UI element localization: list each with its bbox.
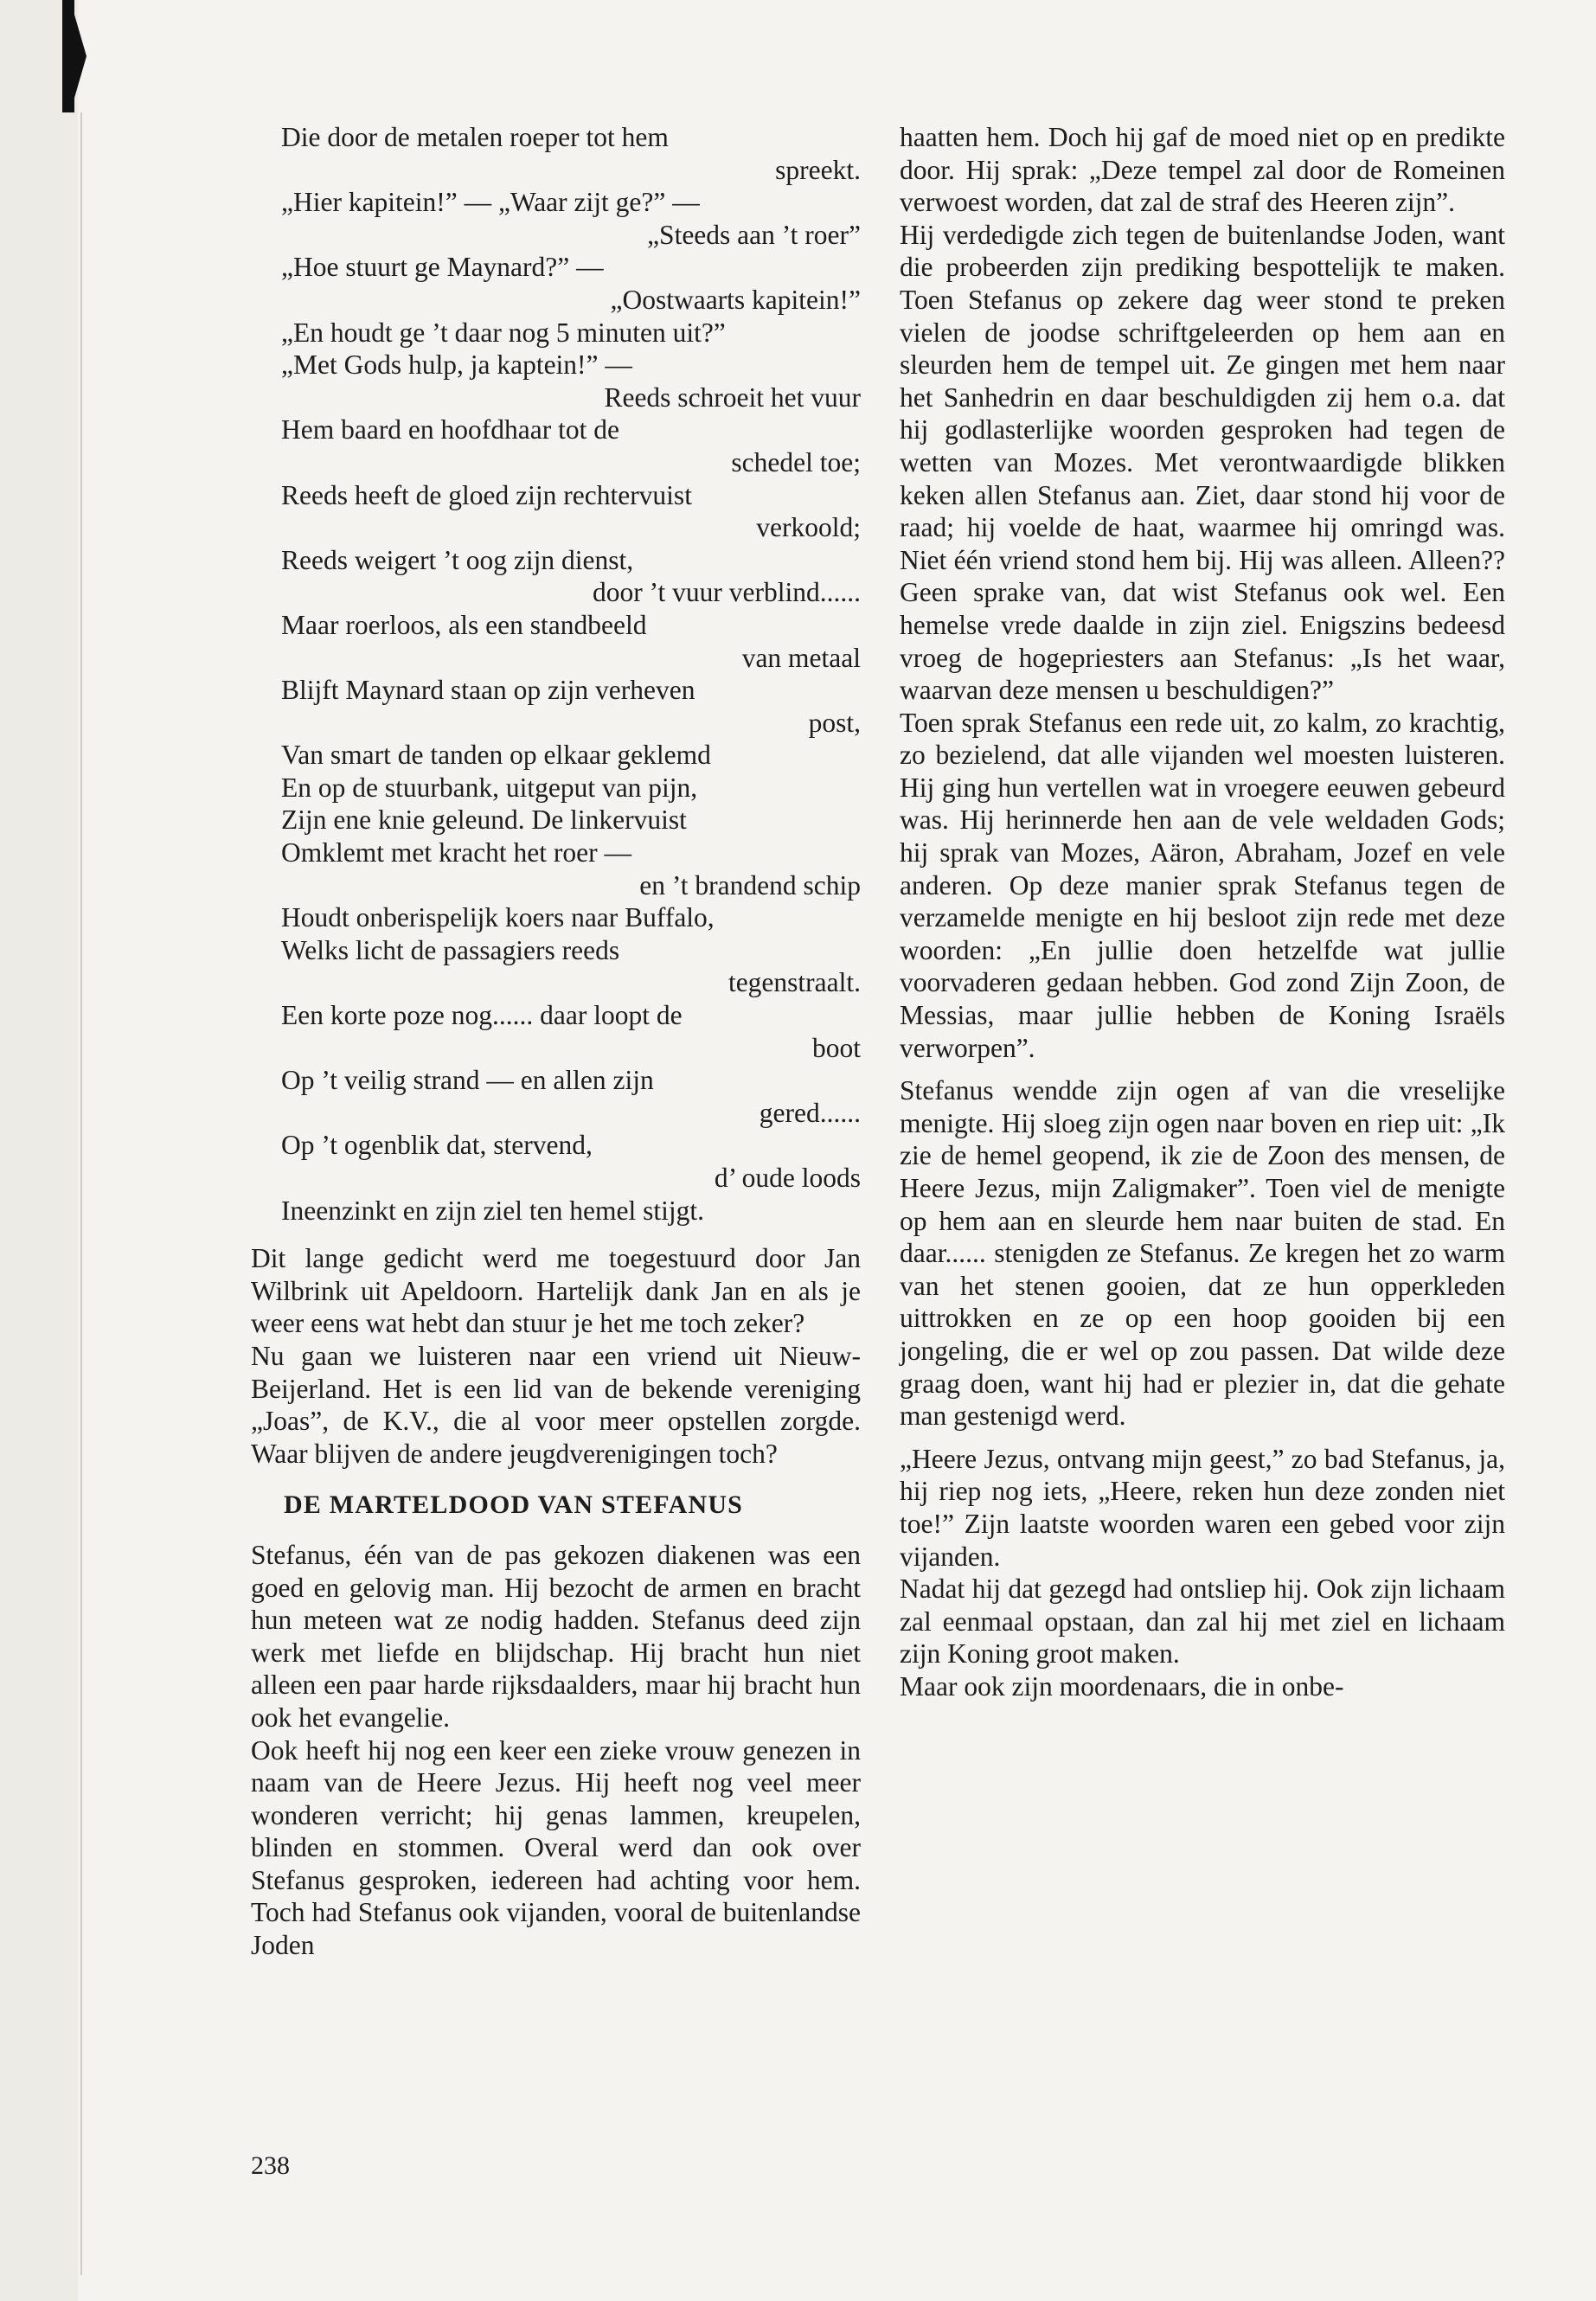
poem-line: Houdt onberispelijk koers naar Buffalo, xyxy=(281,902,715,933)
poem-line: tegenstraalt. xyxy=(727,967,861,998)
poem-line: schedel toe; xyxy=(731,446,861,478)
scan-edge xyxy=(0,0,78,2301)
article-heading: DE MARTELDOOD VAN STEFANUS xyxy=(284,1490,744,1520)
poem-line: Een korte poze nog...... daar loopt de xyxy=(281,1000,683,1031)
page-edge-line xyxy=(80,112,82,2275)
paragraph: haatten hem. Doch hij gaf de moed niet op en predikte door. Hij sprak: „Deze tempel zal door de Romeinen verwoest worden, dat zal de straf des Heeren zijn”. xyxy=(900,122,1505,218)
paragraph: Toen sprak Stefanus een rede uit, zo kalm, zo krachtig, zo bezielend, dat alle vijanden wel moesten luisteren. Hij ging hun vertellen wat in vroegere eeuwen gebeurd was. Hij herinnerde hen aan de vele weldaden Gods; hij sprak van Mozes, Aäron, Abraham, Jozef en vele anderen. Op deze manier sprak Stefanus tegen de verzamelde menigte en hij besloot zijn rede met deze woorden: „En jullie doen hetzelfde wat jullie voorvaderen gedaan hebben. God zond Zijn Zoon, de Messias, maar jullie hebben de Koning Israëls verworpen”. xyxy=(900,707,1505,1063)
poem-line: boot xyxy=(811,1032,861,1063)
poem-line: Reeds heeft de gloed zijn rechtervuist xyxy=(281,479,692,510)
poem-line: door ’t vuur verblind...... xyxy=(592,577,861,608)
paragraph: Hij verdedigde zich tegen de buitenlandse Joden, want die probeerden zijn prediking bespottelijk te maken. Toen Stefanus op zekere dag weer stond te preken vielen de joodse schriftgeleerden op hem aan en sleurden hem de tempel uit. Ze gingen met hem naar het Sanhedrin en daar beschuldigden zij hem o.a. dat hij godlasterlijke woorden gesproken had tegen de wetten van Mozes. Met verontwaardigde blikken keken allen Stefanus aan. Ziet, daar stond hij voor de raad; hij voelde de haat, waarmee hij omringd was. Niet één vriend stond hem bij. Hij was alleen. Alleen?? Geen sprake van, dat wist Stefanus ook wel. Een hemelse vrede daalde in zijn ziel. Enigszins bedeesd vroeg de hogepriesters aan Stefanus: „Is het waar, waarvan deze mensen u beschuldigen?” xyxy=(900,219,1505,706)
article-right-paragraphs xyxy=(900,121,1505,1703)
poem-line: „Steeds aan ’t roer” xyxy=(647,219,861,250)
poem-line: „En houdt ge ’t daar nog 5 minuten uit?” xyxy=(281,317,726,348)
paragraph: Stefanus wendde zijn ogen af van die vreselijke menigte. Hij sloeg zijn ogen naar boven en riep uit: „Ik zie de hemel geopend, ik zie de Zoon des mensen, de Heere Jezus, mijn Zaligmaker”. Toen viel de menigte op hem aan en sleurde hem naar buiten de stad. En daar...... stenigden ze Stefanus. Ze kregen het zo warm van het stenen gooien, dat ze hun opperkleden uittrokken en ze op een hoop gooiden bij een jongeling, die er wel op zou passen. Dat wilde deze graag doen, want hij had er plezier in, dat die gehate man gestenigd werd. xyxy=(900,1075,1505,1432)
poem-line: Op ’t ogenblik dat, stervend, xyxy=(281,1130,593,1161)
poem-line: Welks licht de passagiers reeds xyxy=(281,934,620,965)
poem-line: „Hier kapitein!” — „Waar zijt ge?” — xyxy=(281,187,700,218)
letter-paragraphs xyxy=(251,1242,861,1470)
poem-line: Ineenzinkt en zijn ziel ten hemel stijgt. xyxy=(281,1195,704,1226)
poem-line: En op de stuurbank, uitgeput van pijn, xyxy=(281,772,698,803)
poem-line: d’ oude loods xyxy=(714,1163,861,1193)
paragraph: Nadat hij dat gezegd had ontsliep hij. Ook zijn lichaam zal eenmaal opstaan, dan zal hij met ziel en lichaam zijn Koning groot maken. xyxy=(900,1574,1505,1670)
right-column xyxy=(900,121,1505,1703)
poem-line: verkoold; xyxy=(756,512,861,543)
paragraph: Dit lange gedicht werd me toegestuurd door Jan Wilbrink uit Apeldoorn. Hartelijk dank Jan en als je weer eens wat hebt dan stuur je het me toch zeker? xyxy=(251,1243,861,1339)
article-left-paragraphs xyxy=(251,1539,861,1962)
page-number: 238 xyxy=(251,2151,290,2180)
poem-line: Die door de metalen roeper tot hem xyxy=(281,122,669,152)
poem-line: Zijn ene knie geleund. De linkervuist xyxy=(281,804,687,836)
poem-line: van metaal xyxy=(741,642,861,673)
poem-line: Blijft Maynard staan op zijn verheven xyxy=(281,675,695,706)
poem-line: post, xyxy=(808,707,861,738)
poem-line: Omklemt met kracht het roer — xyxy=(281,837,631,868)
paragraph: „Heere Jezus, ontvang mijn geest,” zo bad Stefanus, ja, hij riep nog iets, „Heere, reken hun deze zonden niet toe!” Zijn laatste woorden waren een gebed voor zijn vijanden. xyxy=(900,1443,1505,1572)
poem-line: „Hoe stuurt ge Maynard?” — xyxy=(281,252,604,283)
paragraph: Maar ook zijn moordenaars, die in onbe- xyxy=(900,1670,1344,1702)
binding-notch xyxy=(73,9,87,104)
poem-line: en ’t brandend schip xyxy=(639,869,861,901)
poem-line: spreekt. xyxy=(775,154,861,185)
left-column xyxy=(251,121,861,1962)
poem-line: Maar roerloos, als een standbeeld xyxy=(281,609,647,640)
poem xyxy=(281,121,861,1227)
poem-line: Reeds weigert ’t oog zijn dienst, xyxy=(281,544,634,575)
poem-line: „Oostwaarts kapitein!” xyxy=(610,284,861,315)
poem-line: „Met Gods hulp, ja kaptein!” — xyxy=(281,349,632,381)
paragraph: Stefanus, één van de pas gekozen diakenen was een goed en gelovig man. Hij bezocht de armen en bracht hun meteen wat ze nodig hadden. Stefanus deed zijn werk met liefde en blijdschap. Hij bracht hun niet alleen een paar harde rijksdaalders, maar hij bracht hun ook het evangelie. xyxy=(251,1539,861,1733)
paragraph: Nu gaan we luisteren naar een vriend uit Nieuw-Beijerland. Het is een lid van de bekende vereniging „Joas”, de K.V., die al voor meer opstellen zorgde. Waar blijven de andere jeugdverenigingen toch? xyxy=(251,1340,861,1469)
paragraph: Ook heeft hij nog een keer een zieke vrouw genezen in naam van de Heere Jezus. Hij heeft nog veel meer wonderen verricht; hij genas lammen, kreupelen, blinden en stommen. Overal werd dan ook over Stefanus gesproken, iedereen had achting voor hem. Toch had Stefanus ook vijanden, vooral de buitenlandse Joden xyxy=(251,1734,861,1961)
poem-line: Van smart de tanden op elkaar geklemd xyxy=(281,740,711,771)
poem-line: Hem baard en hoofdhaar tot de xyxy=(281,414,619,445)
poem-line: Reeds schroeit het vuur xyxy=(604,381,861,413)
poem-line: Op ’t veilig strand — en allen zijn xyxy=(281,1065,654,1096)
poem-line: gered...... xyxy=(759,1097,861,1128)
